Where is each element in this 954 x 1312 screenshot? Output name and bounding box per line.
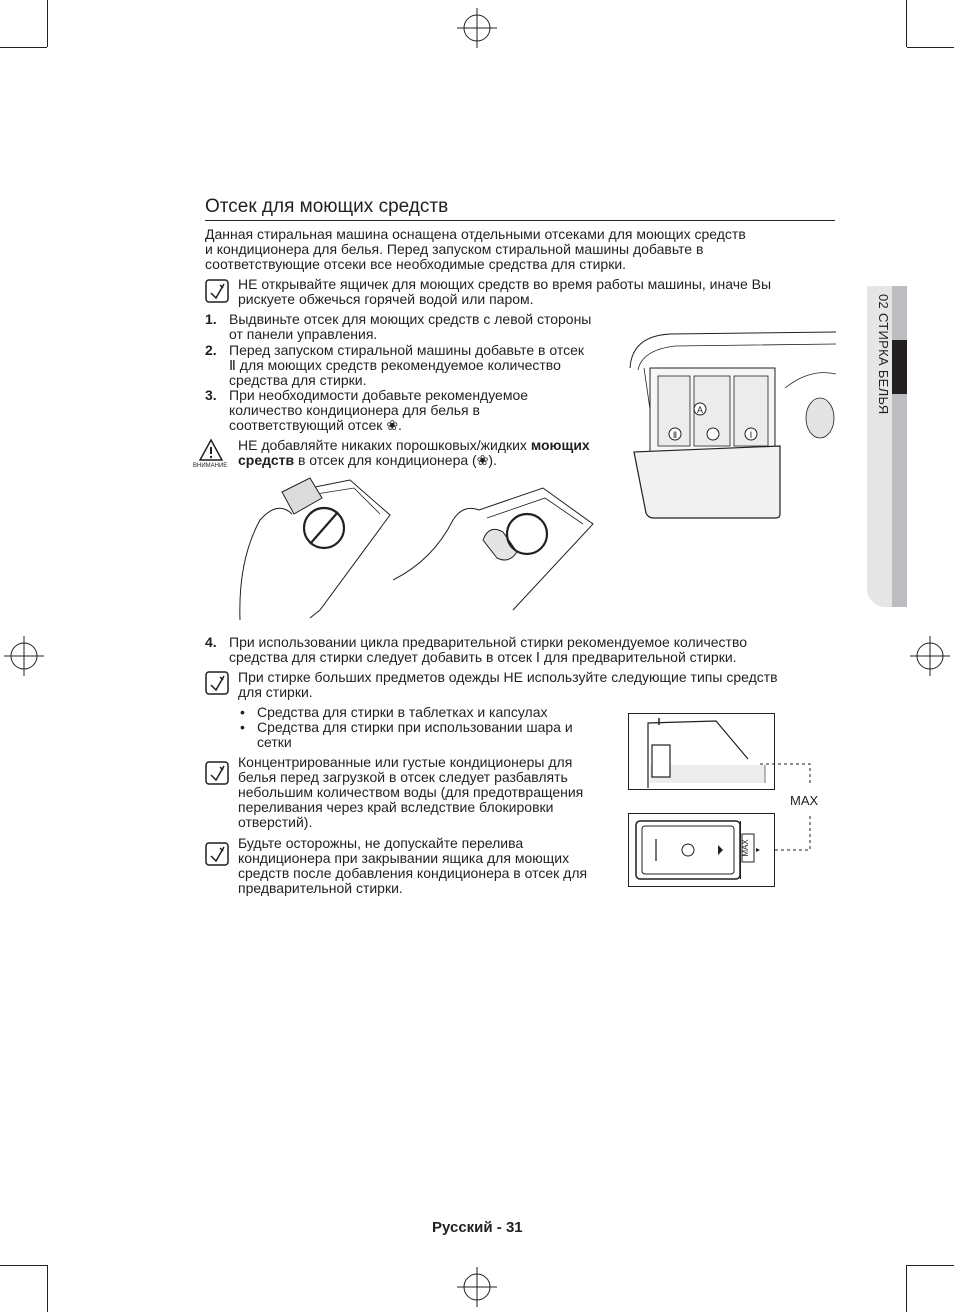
bullet-dot: • [240,704,245,720]
step-number: 4. [205,634,217,650]
note-text: При стирке больших предметов одежды НЕ используйте следующие типы средств для стирки. [238,669,778,700]
crop-mark [906,1265,907,1312]
warning-text: НЕ добавляйте никаких порошковых/жидких моющих средств в отсек для кондиционера (❀). [238,437,590,468]
bullet-text: Средства для стирки при использовании шара и сетки [257,719,573,750]
crop-mark [0,47,47,48]
registration-mark-left [4,636,44,676]
max-level-top-view [628,813,775,887]
chapter-tab-bar [892,394,907,607]
bullet-text: Средства для стирки в таблетках и капсулах [257,704,548,720]
chapter-tab-label: 02 СТИРКА БЕЛЬЯ [876,294,891,415]
registration-mark-bottom [457,1267,497,1307]
note-icon [205,761,229,785]
max-mark: MAX [741,839,750,857]
crop-mark [47,1265,48,1312]
crop-mark [907,1265,954,1266]
step-text: Выдвиньте отсек для моющих средств с левой стороны от панели управления. [229,311,592,342]
registration-mark-top [457,8,497,48]
crop-mark [906,0,907,47]
add-detergent-illustration [230,470,402,620]
title-rule [205,220,835,221]
intro-paragraph: Данная стиральная машина оснащена отдельными отсеками для моющих средств и кондиционера для белья. Перед запуском стиральной машины добавьте в соответствующие отсеки все необходимые средства для стирки. [205,226,746,272]
compartment-2-label: Ⅱ [672,430,678,440]
detergent-drawer-illustration [620,328,836,520]
max-level-side-view [628,713,775,790]
note-icon [205,842,229,866]
section-title: Отсек для моющих средств [205,196,449,217]
step-number: 1. [205,311,217,327]
step-number: 2. [205,342,217,358]
note-text: НЕ открывайте ящичек для моющих средств во время работы машины, иначе Вы рискуете обжечься горячей водой или паром. [238,276,772,307]
crop-mark [907,47,954,48]
note-text: Концентрированные или густые кондиционеры для белья перед загрузкой в отсек следует разбавлять небольшим количеством воды (для предотвращения переливания через край вследствие блокировки отверстий). [238,754,584,830]
label-a: A [696,405,704,415]
step-text: При использовании цикла предварительной стирки рекомендуемое количество средства для стирки следует добавить в отсек Ⅰ для предварительной стирки. [229,634,748,665]
bullet-dot: • [240,719,245,735]
max-label: MAX [790,793,819,808]
crop-mark [47,0,48,47]
registration-mark-right [910,636,950,676]
add-softener-illustration [393,480,608,620]
note-text: Будьте осторожны, не допускайте перелива кондиционера при закрывании ящика для моющих средств после добавления кондиционера в отсек для предварительной стирки. [238,835,588,896]
compartment-1-label: Ⅰ [749,430,753,440]
crop-mark [0,1265,47,1266]
chapter-tab-bar [892,286,907,340]
warning-icon-label: ВНИМАНИЕ [193,463,228,469]
note-icon [205,671,229,695]
note-icon [205,279,229,303]
page-number: Русский - 31 [432,1219,523,1236]
step-text: При необходимости добавьте рекомендуемое количество кондиционера для белья в соответствующий отсек ❀. [229,387,529,433]
chapter-tab-bar-active [892,340,907,394]
step-number: 3. [205,387,217,403]
warning-icon [198,438,224,462]
step-text: Перед запуском стиральной машины добавьте в отсек Ⅱ для моющих средств рекомендуемое количество средства для стирки. [229,342,585,388]
